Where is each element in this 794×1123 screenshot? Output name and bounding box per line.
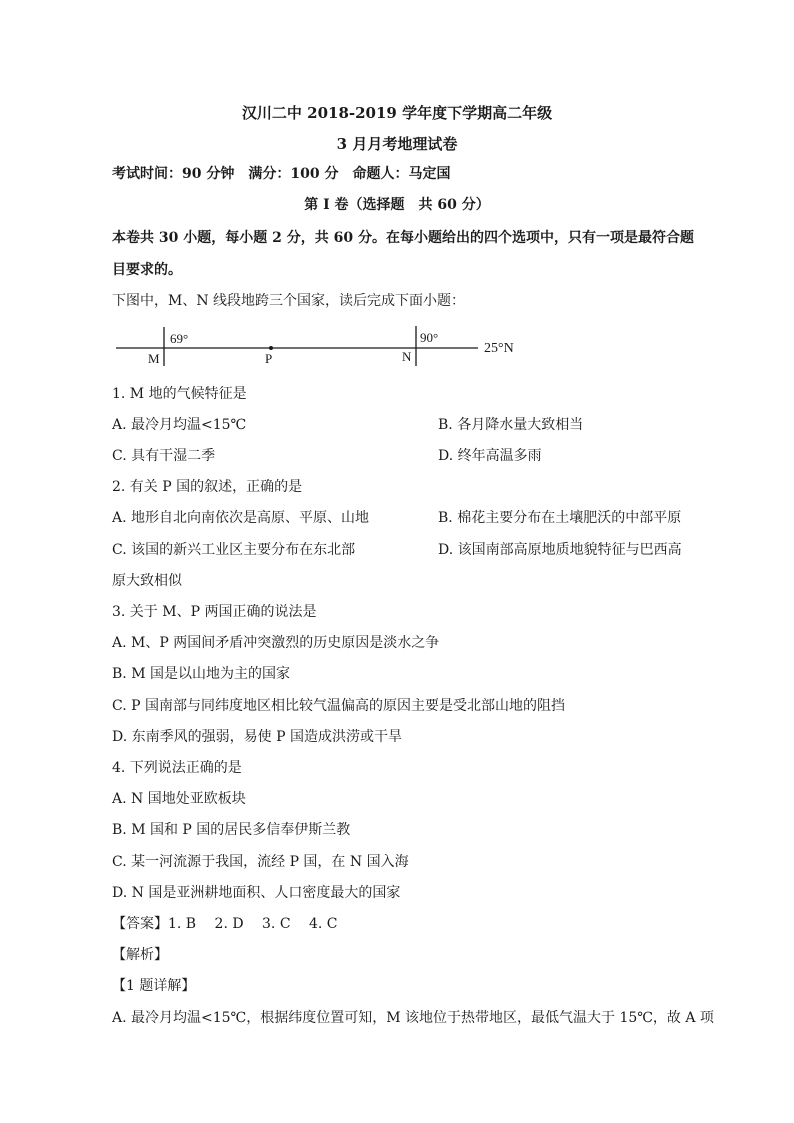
point-n-label: N: [402, 349, 412, 364]
exam-info: 考试时间：90 分钟 满分：100 分 命题人：马定国: [112, 166, 451, 182]
question-1-option-d: D. 终年高温多雨: [438, 448, 542, 464]
question-3-stem: 3. 关于 M、P 两国正确的说法是: [112, 604, 317, 620]
question-3-option-b: B. M 国是以山地为主的国家: [112, 666, 290, 682]
question-3-option-d: D. 东南季风的强弱，易使 P 国造成洪涝或干旱: [112, 729, 402, 745]
question-2-option-a: A. 地形自北向南依次是高原、平原、山地: [112, 510, 370, 526]
question-1-option-b: B. 各月降水量大致相当: [438, 417, 584, 433]
point-p-marker: [269, 346, 273, 350]
question-1-stem: 1. M 地的气候特征是: [112, 386, 247, 402]
longitude-label-left: 69°: [170, 331, 189, 346]
question-4-option-c: C. 某一河流源于我国，流经 P 国，在 N 国入海: [112, 854, 409, 870]
instructions-line-2: 目要求的。: [112, 262, 182, 278]
latitude-label: 25°N: [484, 341, 514, 356]
point-p-label: P: [265, 351, 273, 366]
question-2-option-d: D. 该国南部高原地质地貌特征与巴西高: [438, 542, 682, 558]
point-m-label: M: [148, 351, 160, 366]
question-2-option-d-cont: 原大致相似: [112, 573, 182, 589]
question-2-option-b: B. 棉花主要分布在土壤肥沃的中部平原: [438, 510, 682, 526]
question-1-option-a: A. 最冷月均温<15℃: [112, 417, 247, 433]
instructions-line-1: 本卷共 30 小题，每小题 2 分，共 60 分。在每小题给出的四个选项中，只有一项是最符合题: [112, 230, 694, 246]
question-2-option-c: C. 该国的新兴工业区主要分布在东北部: [112, 542, 356, 558]
question-1-option-c: C. 具有干湿二季: [112, 448, 216, 464]
question-3-option-c: C. P 国南部与同纬度地区相比较气温偏高的原因主要是受北部山地的阻挡: [112, 698, 565, 714]
question-4-stem: 4. 下列说法正确的是: [112, 760, 242, 776]
detail-text: A. 最冷月均温<15℃，根据纬度位置可知，M 该地位于热带地区，最低气温大于 15℃，故 A 项: [112, 1010, 714, 1026]
paper-subtitle: 3 月月考地理试卷: [336, 135, 458, 153]
answer-key: 【答案】1. B 2. D 3. C 4. C: [112, 916, 338, 932]
question-4-option-a: A. N 国地处亚欧板块: [112, 791, 246, 807]
section-title: 第 I 卷（选择题 共 60 分）: [304, 197, 490, 213]
question-4-option-d: D. N 国是亚洲耕地面积、人口密度最大的国家: [112, 885, 401, 901]
latitude-diagram: [112, 322, 532, 370]
paper-title: 汉川二中 2018-2019 学年度下学期高二年级: [241, 104, 553, 122]
question-2-stem: 2. 有关 P 国的叙述，正确的是: [112, 479, 303, 495]
question-4-option-b: B. M 国和 P 国的居民多信奉伊斯兰教: [112, 822, 351, 838]
analysis-label: 【解析】: [112, 947, 168, 963]
question-intro: 下图中，M、N 线段地跨三个国家，读后完成下面小题：: [112, 293, 466, 309]
longitude-label-right: 90°: [420, 330, 439, 345]
question-3-option-a: A. M、P 两国间矛盾冲突激烈的历史原因是淡水之争: [112, 635, 440, 651]
detail-label: 【1 题详解】: [112, 978, 196, 994]
